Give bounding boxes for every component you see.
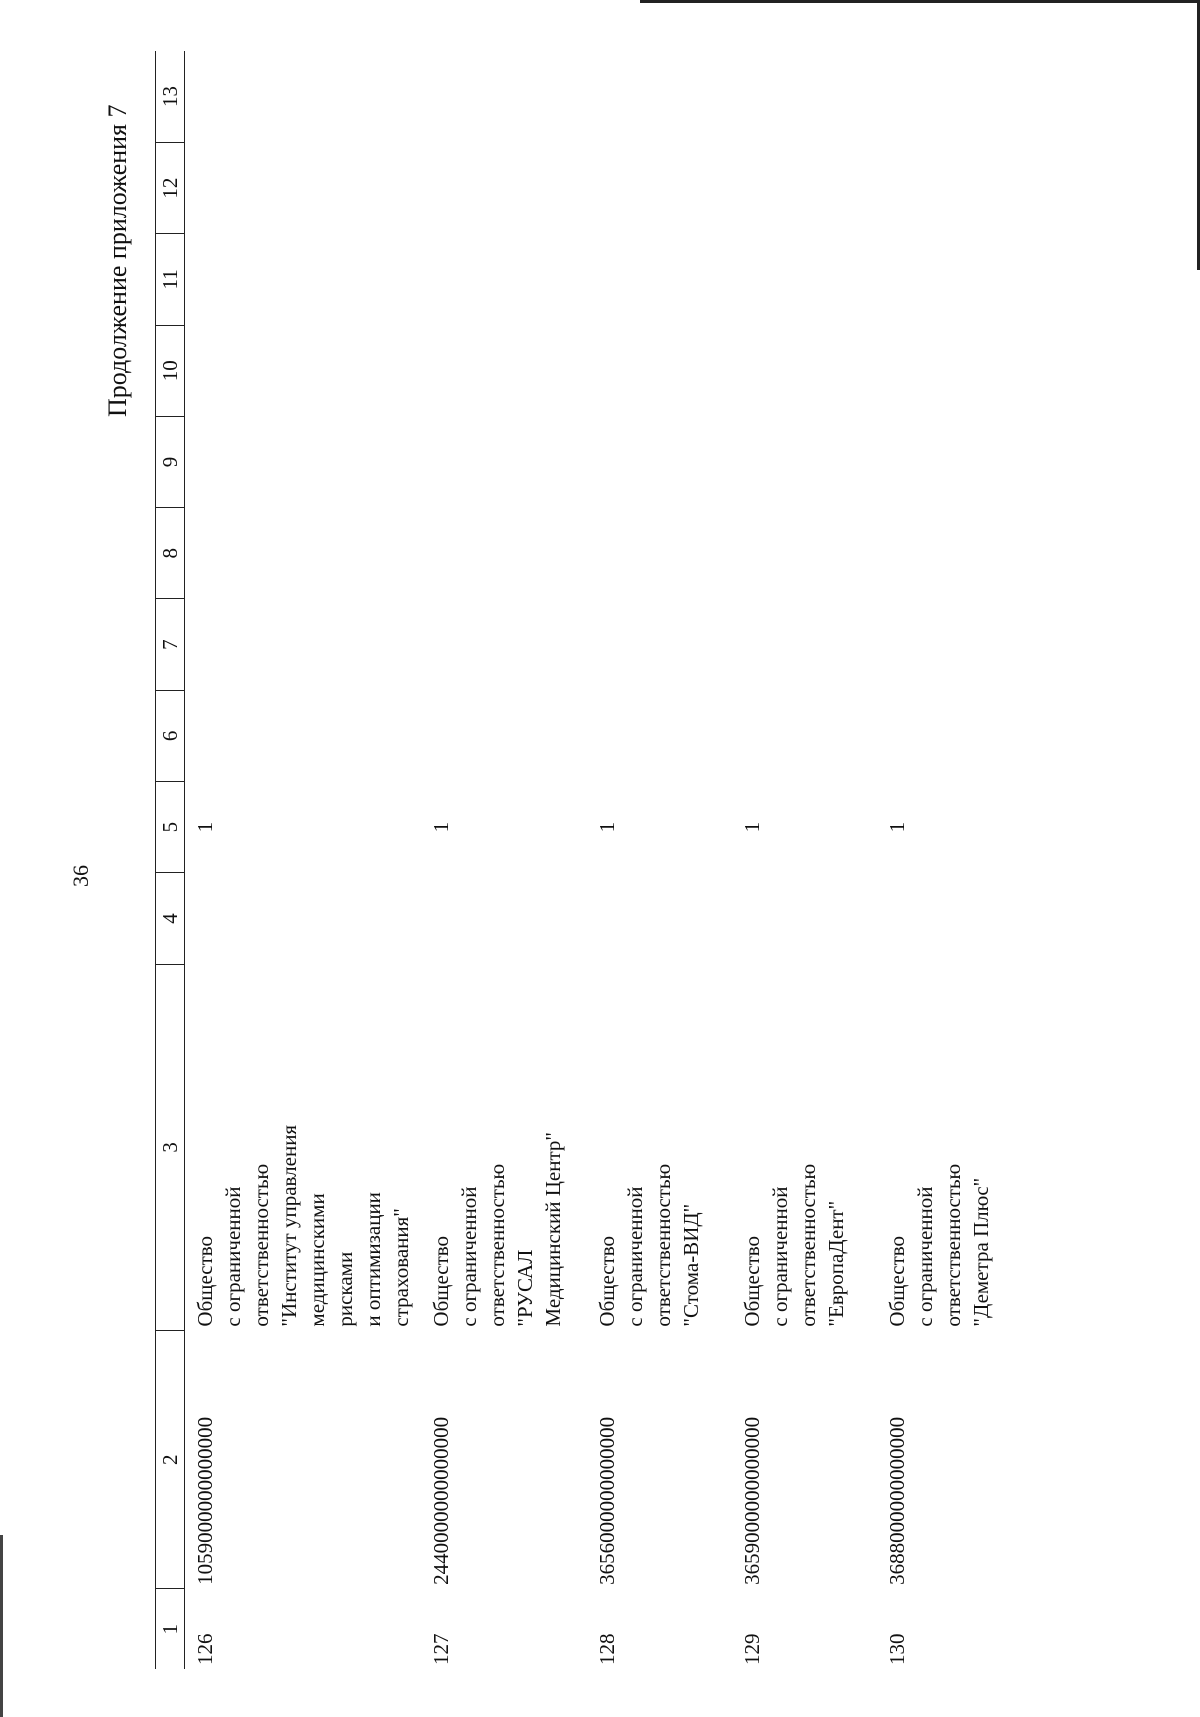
org-name-line: "Деметра Плюс": [968, 1177, 993, 1327]
org-name-line: ответственностью: [795, 1163, 820, 1327]
registry-table: [155, 51, 1037, 1669]
header-cell: 12: [156, 142, 185, 233]
org-name-line: страхования": [389, 1208, 413, 1327]
cell-col7: [732, 599, 877, 690]
cell-col12: [877, 142, 1037, 233]
org-name-line: "ЕвропаДент": [823, 1200, 848, 1327]
cell-col5: 1: [594, 821, 619, 833]
cell-col9: [877, 416, 1037, 507]
cell-col12: [587, 142, 732, 233]
cell-col13: [732, 51, 877, 142]
cell-col10: [587, 325, 732, 416]
org-name-line: ответственностью: [484, 1163, 509, 1327]
org-name-line: с ограниченной: [767, 1186, 792, 1327]
row-number: 127: [428, 1633, 453, 1665]
cell-col8: [421, 508, 587, 599]
org-name-line: ответственностью: [249, 1163, 273, 1327]
org-name: [732, 964, 877, 1330]
cell-col4: [877, 873, 1037, 964]
table-row: [587, 51, 732, 1669]
org-name-line: медицинскими: [305, 1193, 329, 1327]
cell-col12: [185, 142, 421, 233]
org-name-line: и оптимизации: [361, 1192, 385, 1327]
header-cell: 2: [156, 1331, 185, 1589]
cell-col6: [877, 690, 1037, 781]
org-name-line: с ограниченной: [456, 1186, 481, 1327]
cell-col12: [421, 142, 587, 233]
cell-col5: 1: [739, 821, 764, 833]
cell-col4: [732, 873, 877, 964]
cell-col5: 1: [428, 821, 453, 833]
cell-col10: [877, 325, 1037, 416]
cell-col11: [185, 234, 421, 325]
row-number: 128: [594, 1633, 619, 1665]
cell-col9: [185, 416, 421, 507]
cell-col9: [732, 416, 877, 507]
header-cell: 4: [156, 873, 185, 964]
org-name-line: "РУСАЛ: [512, 1249, 537, 1327]
cell-col5: 1: [884, 821, 909, 833]
cell-col4: [587, 873, 732, 964]
cell-col10: [185, 325, 421, 416]
org-name-line: Общество: [739, 1235, 764, 1327]
table-row: [877, 51, 1037, 1669]
org-code: 2440000000000000: [428, 1416, 453, 1585]
org-name-line: Общество: [594, 1235, 619, 1327]
cell-col7: [877, 599, 1037, 690]
cell-col7: [421, 599, 587, 690]
org-name-line: с ограниченной: [912, 1186, 937, 1327]
org-name-line: рисками: [333, 1251, 357, 1327]
org-code: 1059000000000000: [193, 1416, 217, 1585]
row-number: 130: [884, 1633, 909, 1665]
org-name: [877, 964, 1037, 1330]
org-name-line: с ограниченной: [622, 1186, 647, 1327]
cell-col5: 1: [193, 821, 217, 833]
table-row: [732, 51, 877, 1669]
org-name: [185, 964, 421, 1330]
org-code: 3688000000000000: [884, 1416, 909, 1585]
cell-col6: [587, 690, 732, 781]
table-row: [421, 51, 587, 1669]
header-row: [156, 51, 185, 1669]
row-number: 126: [193, 1633, 217, 1665]
cell-col6: [185, 690, 421, 781]
org-name-line: Общество: [193, 1235, 217, 1327]
cell-col11: [732, 234, 877, 325]
cell-col11: [421, 234, 587, 325]
cell-col13: [587, 51, 732, 142]
cell-col7: [185, 599, 421, 690]
header-cell: 3: [156, 964, 185, 1330]
header-cell: 11: [156, 234, 185, 325]
org-name-line: ответственностью: [650, 1163, 675, 1327]
cell-col9: [587, 416, 732, 507]
header-cell: 8: [156, 508, 185, 599]
cell-col4: [185, 873, 421, 964]
org-name-line: Общество: [884, 1235, 909, 1327]
cell-col10: [421, 325, 587, 416]
header-cell: 6: [156, 690, 185, 781]
table-row: [185, 51, 421, 1669]
header-cell: 9: [156, 416, 185, 507]
page-number: 36: [68, 865, 93, 887]
header-cell: 7: [156, 599, 185, 690]
continuation-title: Продолжение приложения 7: [103, 104, 132, 417]
cell-col8: [732, 508, 877, 599]
cell-col10: [732, 325, 877, 416]
cell-col11: [877, 234, 1037, 325]
org-name: [421, 964, 587, 1330]
cell-col13: [421, 51, 587, 142]
header-cell: 13: [156, 51, 185, 142]
row-number: 129: [739, 1633, 764, 1665]
org-name-line: Общество: [428, 1235, 453, 1327]
header-cell: 10: [156, 325, 185, 416]
cell-col6: [421, 690, 587, 781]
org-name-line: ответственностью: [940, 1163, 965, 1327]
org-name: [587, 964, 732, 1330]
org-name-line: "Институт управления: [277, 1124, 301, 1327]
cell-col6: [732, 690, 877, 781]
org-code: 3659000000000000: [739, 1416, 764, 1585]
org-name-line: "Стома-ВИД": [678, 1203, 703, 1327]
cell-col13: [877, 51, 1037, 142]
cell-col8: [185, 508, 421, 599]
cell-col4: [421, 873, 587, 964]
org-code: 3656000000000000: [594, 1416, 619, 1585]
cell-col8: [587, 508, 732, 599]
cell-col12: [732, 142, 877, 233]
org-name-line: с ограниченной: [221, 1186, 245, 1327]
header-cell: 5: [156, 782, 185, 873]
header-cell: 1: [156, 1589, 185, 1669]
org-name-line: Медицинский Центр": [540, 1132, 565, 1327]
cell-col9: [421, 416, 587, 507]
cell-col11: [587, 234, 732, 325]
cell-col8: [877, 508, 1037, 599]
cell-col13: [185, 51, 421, 142]
cell-col7: [587, 599, 732, 690]
